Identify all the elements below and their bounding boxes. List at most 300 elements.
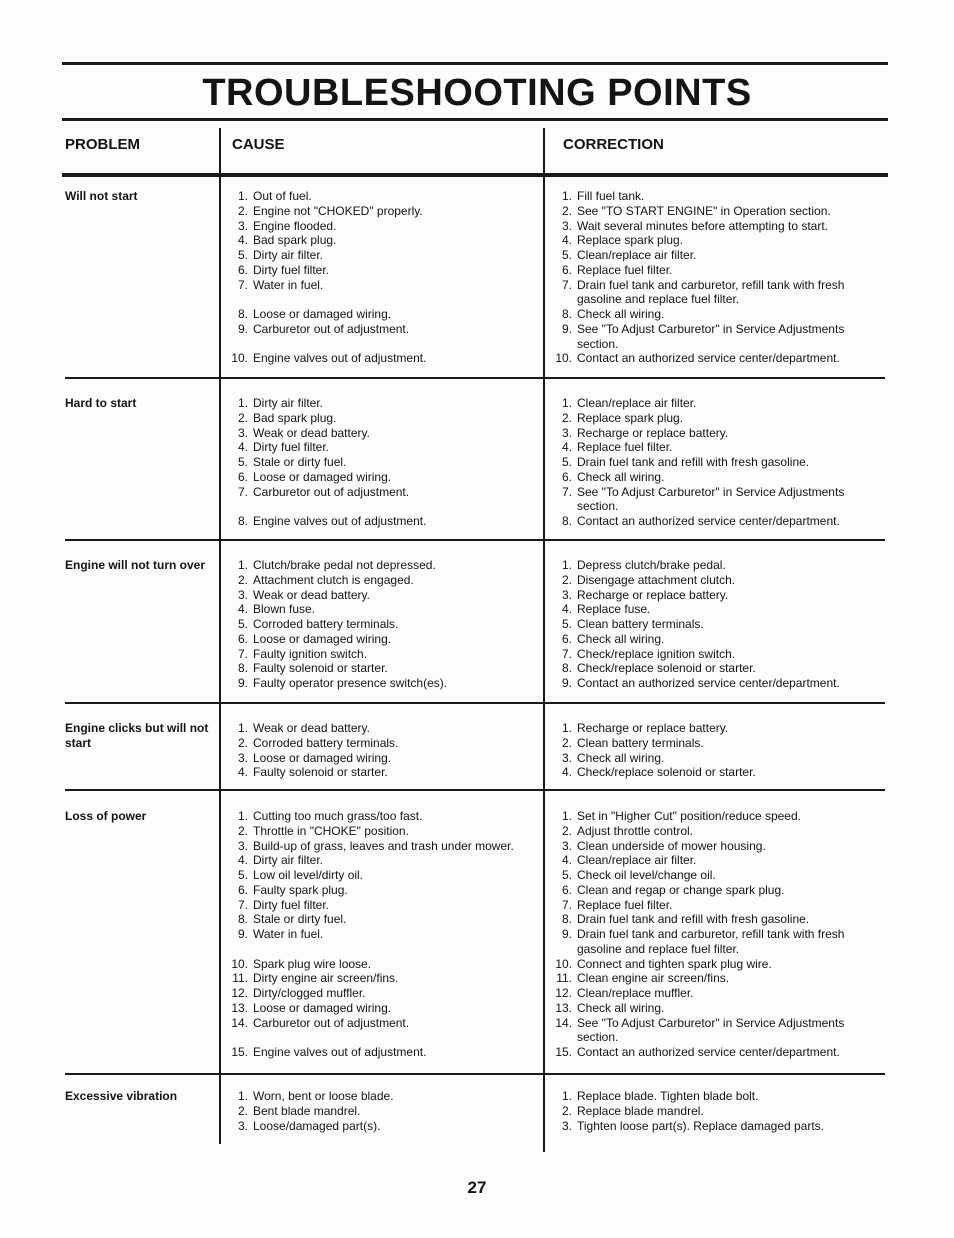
item-text: Tighten loose part(s). Replace damaged parts. (577, 1118, 825, 1133)
item-text-continued: gasoline and replace fuel filter. (577, 292, 740, 307)
item-number: 7. (561, 897, 572, 912)
item-text: Weak or dead battery. (253, 721, 370, 735)
item-number: 4. (561, 853, 572, 868)
problem-label: Will not start (65, 189, 138, 203)
item-number: 15. (555, 1045, 572, 1059)
item-number: 3. (237, 425, 248, 440)
item-number: 14. (231, 1015, 248, 1030)
item-text: Contact an authorized service center/department. (577, 514, 840, 528)
item-text: Loose or damaged wiring. (253, 631, 392, 646)
item-number: 13. (231, 1000, 248, 1015)
top-rule (62, 62, 888, 65)
column-header-correction: CORRECTION (563, 136, 664, 153)
item-text: Bent blade mandrel. (253, 1103, 361, 1118)
list-item (228, 263, 538, 278)
list-item (552, 736, 882, 751)
item-number: 5. (237, 617, 248, 631)
section-separator (65, 789, 885, 791)
item-text: Faulty operator presence switch(es). (253, 676, 448, 690)
item-number: 1. (561, 558, 572, 572)
list-item (228, 233, 538, 248)
item-number: 6. (237, 882, 248, 897)
item-number: 6. (561, 631, 572, 646)
item-number: 3. (237, 1118, 248, 1133)
item-text: Spark plug wire loose. (253, 956, 372, 971)
correction-list (552, 1089, 882, 1133)
cause-list (228, 396, 538, 529)
item-text: Drain fuel tank and carburetor, refill tank with fresh (577, 927, 845, 941)
list-item (552, 617, 882, 632)
item-text: Drain fuel tank and refill with fresh gasoline. (577, 912, 810, 927)
item-number: 1. (237, 189, 248, 203)
item-number: 3. (561, 218, 572, 233)
item-number: 3. (561, 838, 572, 853)
list-item (552, 898, 882, 913)
item-text: Clean underside of mower housing. (577, 838, 766, 853)
problem-label: Engine clicks but will not start (65, 721, 209, 750)
page-number: 27 (467, 1178, 487, 1197)
item-text-continued: section. (577, 499, 619, 514)
list-item (228, 455, 538, 470)
item-text-continued: section. (577, 336, 619, 351)
item-text: Bad spark plug. (253, 233, 337, 248)
list-item (228, 661, 538, 676)
item-number: 2. (237, 203, 248, 218)
list-item (552, 883, 882, 898)
item-number: 6. (561, 469, 572, 484)
item-text: Clean/replace air filter. (577, 396, 697, 410)
item-number: 1. (237, 558, 248, 572)
list-item (228, 1119, 538, 1134)
list-item (228, 1001, 538, 1016)
item-number: 14. (555, 1015, 572, 1030)
list-item (228, 883, 538, 898)
item-number: 9. (561, 321, 572, 336)
list-item (228, 927, 538, 942)
item-number: 4. (237, 233, 248, 248)
list-item (552, 455, 882, 470)
cause-list (228, 189, 538, 366)
item-number: 2. (561, 572, 572, 587)
item-text: Faulty spark plug. (253, 882, 348, 897)
item-number: 7. (561, 484, 572, 499)
item-text: Blown fuse. (253, 602, 316, 617)
header-separator (62, 173, 888, 177)
list-item (552, 676, 882, 691)
item-text-continued: section. (577, 1030, 619, 1045)
list-item (228, 765, 538, 780)
list-item (228, 204, 538, 219)
list-item (552, 632, 882, 647)
list-item (228, 1045, 538, 1060)
item-text: Faulty solenoid or starter. (253, 765, 388, 780)
item-number: 4. (561, 440, 572, 455)
item-text: See "TO START ENGINE" in Operation section. (577, 203, 831, 218)
correction-list (552, 809, 882, 1060)
item-text: Replace fuse. (577, 602, 651, 617)
list-item (228, 351, 538, 366)
list-item (552, 1104, 882, 1119)
list-item (552, 1045, 882, 1060)
item-number: 6. (237, 631, 248, 646)
list-item (552, 426, 882, 441)
item-text: Engine valves out of adjustment. (253, 514, 427, 528)
item-text: Clean/replace muffler. (577, 986, 694, 1000)
problem-label: Excessive vibration (65, 1089, 178, 1103)
list-item (552, 986, 882, 1001)
item-number: 8. (561, 307, 572, 321)
item-number: 2. (561, 735, 572, 750)
item-text: Dirty air filter. (253, 248, 324, 262)
cause-list (228, 1089, 538, 1133)
cause-list (228, 721, 538, 780)
item-text: Weak or dead battery. (253, 425, 370, 440)
list-item (228, 676, 538, 691)
item-number: 8. (561, 661, 572, 676)
item-number: 9. (237, 927, 248, 941)
item-number: 11. (556, 971, 572, 986)
list-item (552, 721, 882, 736)
item-text: Check oil level/change oil. (577, 868, 716, 882)
item-number: 3. (237, 838, 248, 853)
item-text-continued: gasoline and replace fuel filter. (577, 941, 740, 956)
item-text: Faulty solenoid or starter. (253, 661, 388, 676)
list-item (552, 514, 882, 529)
item-text: Check/replace solenoid or starter. (577, 661, 756, 676)
item-number: 3. (561, 750, 572, 765)
item-text: Check all wiring. (577, 1000, 665, 1015)
item-number: 9. (237, 321, 248, 336)
item-text: Loose or damaged wiring. (253, 750, 392, 765)
item-text: Water in fuel. (253, 277, 324, 292)
item-number: 12. (231, 986, 248, 1000)
item-number: 1. (237, 809, 248, 823)
list-item (228, 617, 538, 632)
item-text: Replace spark plug. (577, 233, 684, 248)
item-number: 1. (561, 721, 572, 735)
item-number: 6. (561, 262, 572, 277)
item-number: 4. (237, 440, 248, 455)
item-text: Dirty fuel filter. (253, 897, 330, 912)
list-item (552, 927, 882, 957)
problem-label: Hard to start (65, 396, 137, 410)
list-item (228, 868, 538, 883)
list-item (228, 898, 538, 913)
item-text: Contact an authorized service center/department. (577, 1045, 840, 1059)
item-text: Engine valves out of adjustment. (253, 1045, 427, 1059)
list-item (228, 573, 538, 588)
list-item (228, 647, 538, 662)
page-title: TROUBLESHOOTING POINTS (202, 72, 752, 114)
item-number: 7. (561, 646, 572, 661)
item-text: Fill fuel tank. (577, 189, 645, 203)
item-text: Throttle in "CHOKE" position. (253, 823, 409, 838)
item-text: Bad spark plug. (253, 410, 337, 425)
section-separator (65, 1073, 885, 1075)
item-text: Build-up of grass, leaves and trash under mower. (253, 838, 514, 853)
list-item (552, 824, 882, 839)
item-number: 4. (561, 233, 572, 248)
item-number: 7. (561, 277, 572, 292)
list-item (552, 1016, 882, 1046)
item-number: 1. (561, 1089, 572, 1103)
list-item (552, 868, 882, 883)
item-number: 2. (561, 203, 572, 218)
item-text: Clean/replace air filter. (577, 248, 697, 262)
item-text: Loose or damaged wiring. (253, 307, 392, 321)
item-number: 5. (237, 868, 248, 882)
list-item (552, 189, 882, 204)
item-text: See "To Adjust Carburetor" in Service Adjustments (577, 484, 845, 499)
correction-list (552, 558, 882, 691)
item-text: Check/replace ignition switch. (577, 646, 736, 661)
item-number: 2. (561, 1103, 572, 1118)
list-item (228, 307, 538, 322)
list-item (552, 853, 882, 868)
item-text: See "To Adjust Carburetor" in Service Adjustments (577, 321, 845, 336)
problem-label: Loss of power (65, 809, 147, 823)
column-divider-left (219, 128, 221, 1144)
list-item (228, 986, 538, 1001)
item-text: See "To Adjust Carburetor" in Service Adjustments (577, 1015, 845, 1030)
list-item (552, 396, 882, 411)
list-item (228, 751, 538, 766)
item-number: 1. (237, 1089, 248, 1103)
list-item (228, 1104, 538, 1119)
list-item (552, 470, 882, 485)
item-text: Set in "Higher Cut" position/reduce speed. (577, 809, 801, 823)
list-item (228, 440, 538, 455)
list-item (228, 957, 538, 972)
list-item (552, 1119, 882, 1134)
list-item (552, 558, 882, 573)
item-text: Clean engine air screen/fins. (577, 971, 730, 986)
item-number: 3. (561, 1118, 572, 1133)
section-separator (65, 702, 885, 704)
list-item (552, 307, 882, 322)
list-item (228, 470, 538, 485)
item-number: 4. (237, 602, 248, 617)
correction-list (552, 721, 882, 780)
item-text: Dirty fuel filter. (253, 262, 330, 277)
list-item (228, 278, 538, 293)
item-number: 4. (561, 765, 572, 780)
list-item (552, 204, 882, 219)
item-number: 2. (237, 572, 248, 587)
item-text: Replace fuel filter. (577, 897, 673, 912)
item-text: Engine flooded. (253, 218, 337, 233)
list-item (228, 839, 538, 854)
item-number: 6. (237, 469, 248, 484)
list-item (228, 588, 538, 603)
item-text: Low oil level/dirty oil. (253, 868, 364, 882)
item-text: Contact an authorized service center/department. (577, 676, 840, 690)
item-text: Check/replace solenoid or starter. (577, 765, 756, 780)
item-number: 2. (561, 410, 572, 425)
item-number: 6. (237, 262, 248, 277)
item-text: Worn, bent or loose blade. (253, 1089, 394, 1103)
item-number: 7. (237, 646, 248, 661)
item-number: 13. (555, 1000, 572, 1015)
list-item (228, 971, 538, 986)
item-number: 3. (561, 425, 572, 440)
item-text: Check all wiring. (577, 631, 665, 646)
item-text: Corroded battery terminals. (253, 735, 399, 750)
list-item (552, 588, 882, 603)
list-item (552, 971, 882, 986)
list-item (552, 751, 882, 766)
list-item (552, 440, 882, 455)
item-text: Replace spark plug. (577, 410, 684, 425)
item-number: 8. (237, 912, 248, 927)
list-item (228, 602, 538, 617)
item-number: 3. (237, 750, 248, 765)
item-number: 9. (561, 927, 572, 941)
item-text: Weak or dead battery. (253, 587, 370, 602)
item-text: Replace fuel filter. (577, 440, 673, 455)
item-number: 9. (561, 676, 572, 690)
item-text: Clean and regap or change spark plug. (577, 882, 785, 897)
item-number: 5. (561, 248, 572, 262)
list-item (552, 263, 882, 278)
item-number: 10. (555, 351, 572, 366)
item-number: 1. (561, 189, 572, 203)
list-item (552, 573, 882, 588)
item-text: Carburetor out of adjustment. (253, 1015, 410, 1030)
item-number: 5. (561, 617, 572, 631)
item-number: 15. (231, 1045, 248, 1059)
item-number: 4. (561, 602, 572, 617)
list-item (228, 632, 538, 647)
item-text: Cutting too much grass/too fast. (253, 809, 423, 823)
column-header-cause: CAUSE (232, 136, 285, 153)
item-number: 3. (237, 218, 248, 233)
item-number: 2. (237, 735, 248, 750)
section-separator (65, 377, 885, 379)
item-number: 8. (561, 514, 572, 528)
item-text: Replace blade mandrel. (577, 1103, 704, 1118)
title-underline (62, 118, 888, 121)
item-text: Carburetor out of adjustment. (253, 321, 410, 336)
item-number: 7. (237, 277, 248, 292)
list-item (552, 809, 882, 824)
list-item (552, 248, 882, 263)
item-text: Dirty/clogged muffler. (253, 986, 366, 1000)
item-number: 9. (237, 676, 248, 690)
item-number: 12. (555, 986, 572, 1000)
item-number: 2. (561, 823, 572, 838)
item-text: Depress clutch/brake pedal. (577, 558, 726, 572)
item-text: Stale or dirty fuel. (253, 912, 347, 927)
list-item (228, 721, 538, 736)
item-text: Clean battery terminals. (577, 735, 704, 750)
item-text: Disengage attachment clutch. (577, 572, 736, 587)
item-number: 11. (232, 971, 248, 986)
item-number: 3. (561, 587, 572, 602)
item-text: Engine not "CHOKED" properly. (253, 203, 423, 218)
item-text: Clean battery terminals. (577, 617, 704, 631)
item-number: 8. (237, 661, 248, 676)
item-text: Connect and tighten spark plug wire. (577, 956, 772, 971)
item-number: 1. (561, 809, 572, 823)
list-item (228, 853, 538, 868)
item-text: Carburetor out of adjustment. (253, 484, 410, 499)
list-item (228, 514, 538, 529)
list-item (552, 602, 882, 617)
list-item (228, 219, 538, 234)
list-item (552, 839, 882, 854)
item-text: Clutch/brake pedal not depressed. (253, 558, 436, 572)
item-text: Adjust throttle control. (577, 823, 694, 838)
item-number: 2. (237, 410, 248, 425)
item-text: Loose/damaged part(s). (253, 1118, 381, 1133)
list-item (228, 248, 538, 263)
item-text: Wait several minutes before attempting to start. (577, 218, 828, 233)
item-number: 10. (231, 351, 248, 366)
item-number: 6. (561, 882, 572, 897)
cause-list (228, 558, 538, 691)
item-text: Faulty ignition switch. (253, 646, 368, 661)
item-number: 8. (237, 307, 248, 321)
item-text: Dirty air filter. (253, 396, 324, 410)
list-item (228, 736, 538, 751)
list-item (228, 824, 538, 839)
list-item (228, 426, 538, 441)
item-text: Replace blade. Tighten blade bolt. (577, 1089, 759, 1103)
item-text: Recharge or replace battery. (577, 721, 729, 735)
section-separator (65, 539, 885, 541)
item-number: 5. (237, 455, 248, 469)
item-text: Recharge or replace battery. (577, 425, 729, 440)
list-item (552, 1001, 882, 1016)
list-item (228, 1016, 538, 1031)
item-text: Drain fuel tank and carburetor, refill tank with fresh (577, 277, 845, 292)
item-text: Out of fuel. (253, 189, 312, 203)
list-item (228, 485, 538, 500)
column-divider-right (543, 128, 545, 1152)
list-item (552, 485, 882, 515)
list-item (228, 322, 538, 337)
item-text: Dirty engine air screen/fins. (253, 971, 399, 986)
list-item (552, 957, 882, 972)
list-item (228, 558, 538, 573)
item-text: Corroded battery terminals. (253, 617, 399, 631)
column-header-problem: PROBLEM (65, 136, 140, 153)
list-item (552, 661, 882, 676)
item-number: 5. (561, 868, 572, 882)
item-text: Replace fuel filter. (577, 262, 673, 277)
item-number: 7. (237, 897, 248, 912)
item-text: Check all wiring. (577, 307, 665, 321)
item-number: 1. (561, 396, 572, 410)
correction-list (552, 189, 882, 366)
item-number: 7. (237, 484, 248, 499)
item-text: Clean/replace air filter. (577, 853, 697, 868)
item-text: Contact an authorized service center/department. (577, 351, 840, 366)
list-item (552, 1089, 882, 1104)
list-item (228, 396, 538, 411)
item-number: 1. (237, 721, 248, 735)
item-text: Water in fuel. (253, 927, 324, 941)
item-text: Check all wiring. (577, 750, 665, 765)
item-number: 2. (237, 823, 248, 838)
item-text: Dirty fuel filter. (253, 440, 330, 455)
list-item (228, 411, 538, 426)
list-item (228, 912, 538, 927)
cause-list (228, 809, 538, 1060)
item-number: 3. (237, 587, 248, 602)
item-number: 8. (561, 912, 572, 927)
